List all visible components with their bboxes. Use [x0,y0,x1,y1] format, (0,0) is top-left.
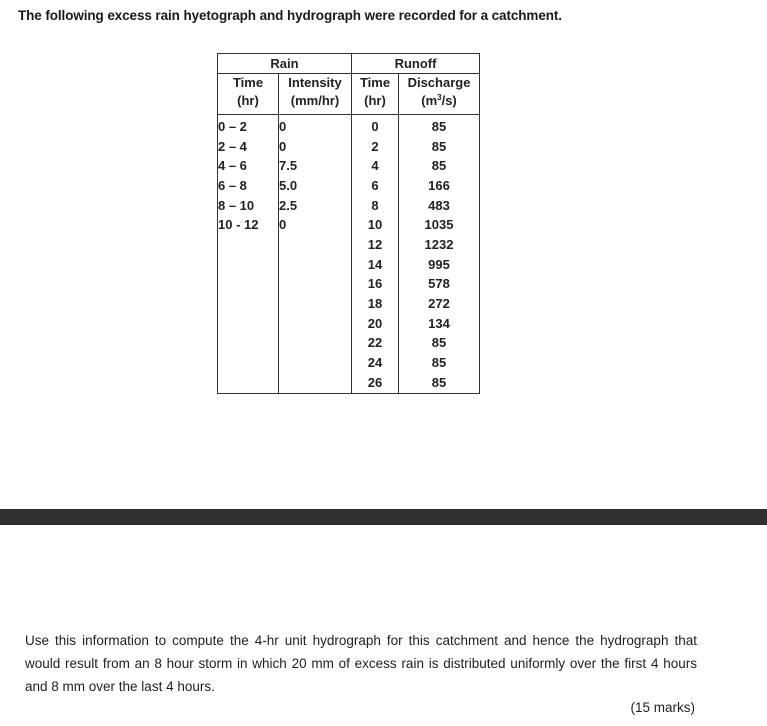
runoff-time-cell: 12 [352,235,399,255]
discharge-cell: 578 [399,275,480,295]
table-row [218,275,480,295]
runoff-time-cell: 8 [352,196,399,216]
intensity-cell [279,275,352,295]
table-row [218,156,480,176]
table-row [218,353,480,373]
intensity-cell: 0 [279,215,352,235]
discharge-cell: 166 [399,176,480,196]
discharge-cell: 85 [399,353,480,373]
runoff-time-cell: 24 [352,353,399,373]
table-body [218,115,480,394]
rain-time-cell [218,334,279,354]
divider-band [0,509,767,525]
rain-time-header [218,74,279,115]
intensity-cell [279,294,352,314]
rain-time-cell: 8 – 10 [218,196,279,216]
intensity-cell: 0 [279,137,352,157]
runoff-time-cell: 20 [352,314,399,334]
runoff-time-cell: 0 [352,115,399,137]
discharge-cell: 85 [399,115,480,137]
table-row [218,235,480,255]
rain-time-cell: 6 – 8 [218,176,279,196]
table-row [218,373,480,393]
discharge-cell: 483 [399,196,480,216]
discharge-cell: 85 [399,156,480,176]
intensity-cell [279,235,352,255]
intensity-cell [279,353,352,373]
runoff-time-cell: 26 [352,373,399,393]
runoff-time-unit: (hr) [364,93,386,108]
discharge-cell: 85 [399,373,480,393]
rain-time-cell [218,314,279,334]
discharge-cell: 85 [399,137,480,157]
rain-time-unit: (hr) [237,93,259,108]
table-row [218,334,480,354]
intensity-cell: 0 [279,115,352,137]
discharge-cell: 1035 [399,215,480,235]
rain-group-header: Rain [218,54,352,74]
intensity-header [279,74,352,115]
runoff-time-cell: 6 [352,176,399,196]
table-row [218,255,480,275]
intensity-cell: 5.0 [279,176,352,196]
discharge-cell: 995 [399,255,480,275]
intensity-unit: (mm/hr) [290,93,340,108]
rain-time-cell [218,294,279,314]
rain-time-cell [218,353,279,373]
intensity-cell: 7.5 [279,156,352,176]
intensity-label: Intensity [288,75,342,90]
discharge-header [399,74,480,115]
intensity-cell [279,255,352,275]
rain-runoff-table [217,53,480,394]
discharge-cell: 1232 [399,235,480,255]
question-text: Use this information to compute the 4-hr unit hydrograph for this catchment and hence the hydrograph that would result from an 8 hour storm in which 20 mm of excess rain is distributed uniformly over the first 4 hours and 8 mm over the last 4 hours. [25,633,697,694]
rain-time-cell [218,235,279,255]
runoff-time-header [352,74,399,115]
rain-time-cell: 0 – 2 [218,115,279,137]
table-row [218,176,480,196]
discharge-cell: 272 [399,294,480,314]
runoff-time-cell: 22 [352,334,399,354]
table-row [218,137,480,157]
rain-time-cell [218,275,279,295]
rain-time-cell [218,373,279,393]
marks-label: (15 marks) [630,700,695,715]
runoff-time-cell: 10 [352,215,399,235]
table-row [218,294,480,314]
table-row [218,115,480,137]
discharge-cell: 85 [399,334,480,354]
runoff-time-cell: 2 [352,137,399,157]
runoff-time-cell: 14 [352,255,399,275]
runoff-time-cell: 4 [352,156,399,176]
intensity-cell: 2.5 [279,196,352,216]
table-row [218,196,480,216]
rain-time-cell: 10 - 12 [218,215,279,235]
rain-time-cell: 2 – 4 [218,137,279,157]
discharge-cell: 134 [399,314,480,334]
rain-time-cell: 4 – 6 [218,156,279,176]
runoff-time-label: Time [359,75,391,90]
discharge-label: Discharge [407,75,471,90]
intensity-cell [279,334,352,354]
intro-text: The following excess rain hyetograph and hydrograph were recorded for a catchment. [18,8,562,23]
table-row [218,314,480,334]
rain-time-cell [218,255,279,275]
runoff-group-header: Runoff [352,54,480,74]
runoff-time-cell: 18 [352,294,399,314]
rain-time-label: Time [232,75,264,90]
intensity-cell [279,373,352,393]
discharge-unit: $(m^3/s)$ [421,93,457,108]
runoff-time-cell: 16 [352,275,399,295]
intensity-cell [279,314,352,334]
table-row [218,215,480,235]
